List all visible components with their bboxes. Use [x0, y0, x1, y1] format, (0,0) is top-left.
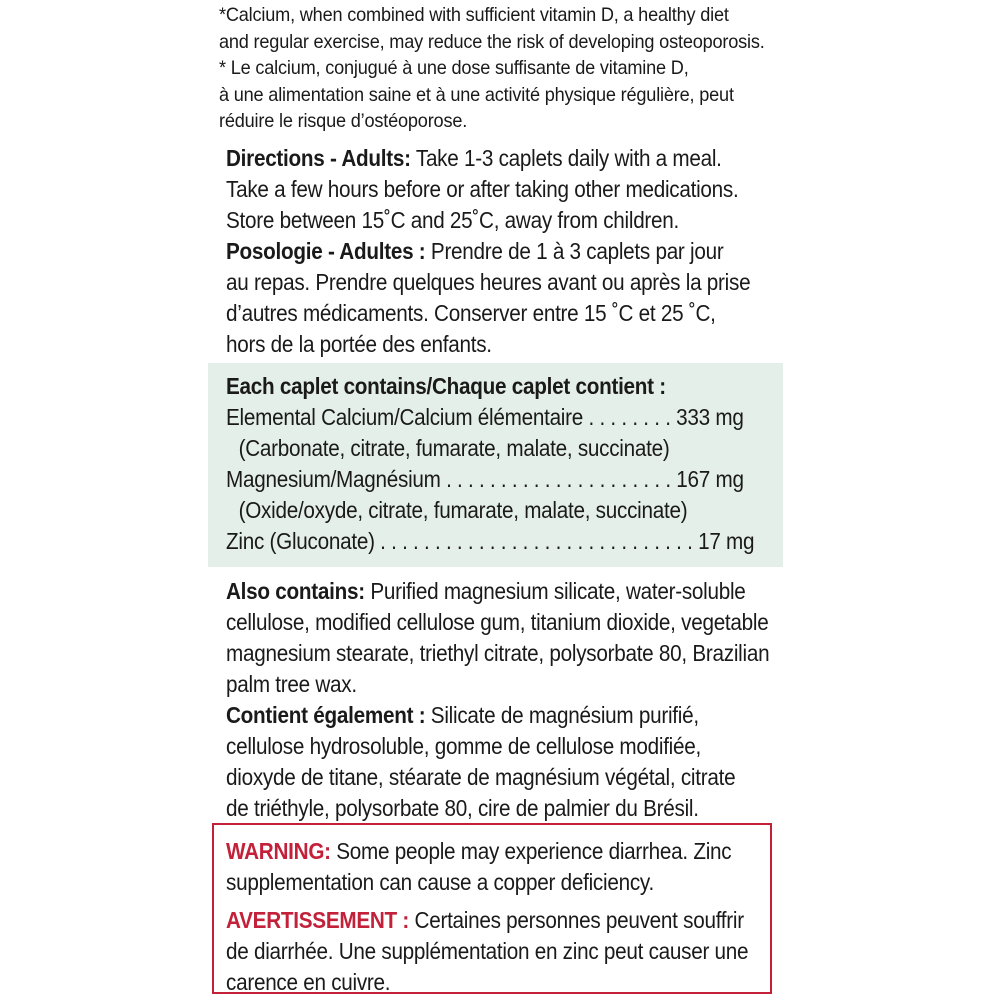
also-fr-line-1: Contient également : Silicate de magnésium purifié,	[226, 702, 699, 728]
claim-en-line-2: and regular exercise, may reduce the risk of developing osteoporosis.	[219, 30, 765, 53]
also-en-label: Also contains:	[226, 578, 365, 604]
ingredient-zinc: Zinc (Gluconate) . . . . . . . . . . . . . . . . . . . . . . . . . . . . . 17 mg	[226, 528, 755, 554]
warning-fr-line-1: AVERTISSEMENT : Certaines personnes peuvent souffrir	[226, 907, 744, 933]
warning-en-line-1: WARNING: Some people may experience diarrhea. Zinc	[226, 838, 732, 864]
ingredient-magnesium: Magnesium/Magnésium . . . . . . . . . . . . . . . . . . . . . 167 mg	[226, 466, 744, 492]
directions-section	[226, 143, 809, 360]
ingredient-calcium: Elemental Calcium/Calcium élémentaire . . . . . . . . 333 mg	[226, 404, 744, 430]
directions-fr-line-4: hors de la portée des enfants.	[226, 331, 492, 357]
directions-fr-line-2: au repas. Prendre quelques heures avant ou après la prise	[226, 269, 751, 295]
directions-fr-line-1: Posologie - Adultes : Prendre de 1 à 3 caplets par jour	[226, 238, 724, 264]
claim-fr-line-2: à une alimentation saine et à une activité physique régulière, peut	[219, 83, 734, 106]
claim-fr-line-3: réduire le risque d’ostéoporose.	[219, 110, 468, 132]
warning-en-line-2: supplementation can cause a copper deficiency.	[226, 869, 654, 895]
also-en-line-2: cellulose, modified cellulose gum, titanium dioxide, vegetable	[226, 609, 769, 635]
warning-section	[226, 836, 806, 998]
claim-fr-line-1: * Le calcium, conjugué à une dose suffisante de vitamine D,	[219, 57, 689, 79]
ingredients-list	[226, 371, 813, 557]
directions-en-label: Directions - Adults:	[226, 145, 411, 171]
also-contains-section	[226, 576, 830, 824]
directions-en-line-1: Directions - Adults: Take 1-3 caplets daily with a meal.	[226, 145, 722, 171]
also-en-line-4: palm tree wax.	[226, 671, 357, 697]
ingredients-header: Each caplet contains/Chaque caplet contient :	[226, 373, 666, 399]
directions-fr-label: Posologie - Adultes :	[226, 238, 426, 264]
ingredient-calcium-sources: (Carbonate, citrate, fumarate, malate, succinate)	[238, 435, 670, 461]
directions-fr-line-3: d’autres médicaments. Conserver entre 15 ˚C et 25 ˚C,	[226, 300, 716, 326]
also-en-line-1: Also contains: Purified magnesium silicate, water-soluble	[226, 578, 746, 604]
also-fr-label: Contient également :	[226, 702, 426, 728]
warning-fr-line-3: carence en cuivre.	[226, 969, 391, 995]
directions-en-line-3: Store between 15˚C and 25˚C, away from children.	[226, 207, 680, 233]
also-en-line-3: magnesium stearate, triethyl citrate, polysorbate 80, Brazilian	[226, 640, 770, 666]
warning-en-label: WARNING:	[226, 838, 331, 864]
also-fr-line-2: cellulose hydrosoluble, gomme de cellulose modifiée,	[226, 733, 701, 759]
also-fr-line-3: dioxyde de titane, stéarate de magnésium végétal, citrate	[226, 764, 736, 790]
directions-en-line-2: Take a few hours before or after taking other medications.	[226, 176, 739, 202]
calcium-claim	[219, 2, 777, 135]
ingredient-magnesium-sources: (Oxide/oxyde, citrate, fumarate, malate, succinate)	[238, 497, 688, 523]
warning-fr-line-2: de diarrhée. Une supplémentation en zinc peut causer une	[226, 938, 749, 964]
claim-en-line-1: *Calcium, when combined with sufficient vitamin D, a healthy diet	[219, 4, 729, 26]
also-fr-line-4: de triéthyle, polysorbate 80, cire de palmier du Brésil.	[226, 795, 699, 821]
warning-fr-label: AVERTISSEMENT :	[226, 907, 410, 933]
